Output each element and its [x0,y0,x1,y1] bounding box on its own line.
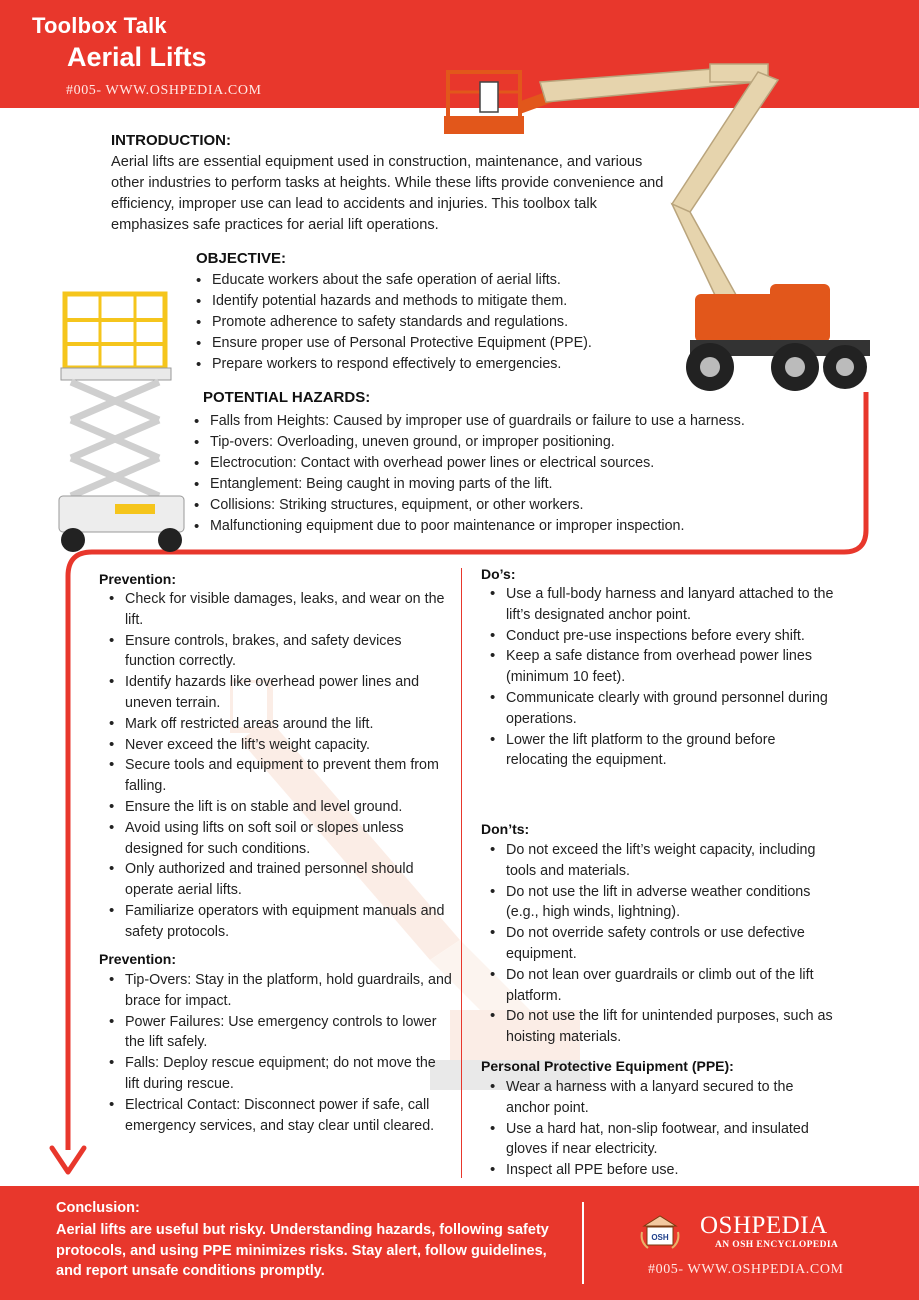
list-item: • Secure tools and equipment to prevent them from falling. [107,755,452,797]
header-site-url: #005- WWW.OSHPEDIA.COM [66,83,262,98]
header-kicker: Toolbox Talk [32,13,167,38]
list-item: • Collisions: Striking structures, equipment, or other workers. [194,495,834,516]
list-item: • Promote adherence to safety standards and regulations. [196,312,676,333]
emergency-heading: Prevention: [99,951,177,967]
conclusion-text: Aerial lifts are useful but risky. Understanding hazards, following safety protocols, and using PPE minimizes risks. Stay alert, follow guidelines, and report unsafe conditions promptly. [56,1222,549,1279]
list-item: • Keep a safe distance from overhead power lines (minimum 10 feet). [488,646,838,688]
list-item: • Electrocution: Contact with overhead power lines or electrical sources. [194,453,834,474]
list-item: • Electrical Contact: Disconnect power if safe, call emergency services, and stay clear until cleared. [107,1095,452,1137]
list-item: • Check for visible damages, leaks, and wear on the lift. [107,589,452,631]
list-item: • Prepare workers to respond effectively to emergencies. [196,354,676,375]
list-item: • Falls: Deploy rescue equipment; do not move the lift during rescue. [107,1053,452,1095]
list-item: • Avoid using lifts on soft soil or slopes unless designed for such conditions. [107,818,452,860]
list-item: • Tip-overs: Overloading, uneven ground, or improper positioning. [194,432,834,453]
list-item: • Mark off restricted areas around the lift. [107,714,452,735]
introduction-text: Aerial lifts are essential equipment used in construction, maintenance, and various other industries to perform tasks at heights. While these lifts provide convenience and efficiency, improper use can lead to accidents and injuries. This toolbox talk emphasizes safe practices for aerial lift operations. [111,154,664,233]
list-item: • Do not use the lift in adverse weather conditions (e.g., high winds, lightning). [488,882,838,924]
dos-list [488,584,838,771]
list-item: • Educate workers about the safe operation of aerial lifts. [196,270,676,291]
ppe-list [488,1077,838,1181]
list-item: • Ensure proper use of Personal Protective Equipment (PPE). [196,333,676,354]
column-divider [461,568,462,1178]
list-item: • Familiarize operators with equipment manuals and safety protocols. [107,901,452,943]
svg-text:OSH: OSH [651,1233,669,1242]
page-title: Aerial Lifts [67,42,207,72]
list-item: • Do not use the lift for unintended purposes, such as hoisting materials. [488,1006,838,1048]
scissor-lift-illustration [55,290,190,560]
brand-name: OSHPEDIA [700,1212,828,1239]
list-item: • Do not override safety controls or use defective equipment. [488,923,838,965]
list-item: • Identify hazards like overhead power lines and uneven terrain. [107,672,452,714]
dos-heading: Do’s: [481,566,516,582]
list-item: • Do not exceed the lift’s weight capacity, including tools and materials. [488,840,838,882]
prevention-list [107,589,452,943]
objective-list [196,270,676,375]
list-item: • Malfunctioning equipment due to poor maintenance or improper inspection. [194,516,834,537]
arrow-down-icon [52,1148,84,1172]
introduction-heading: INTRODUCTION: [111,132,231,149]
donts-heading: Don’ts: [481,821,530,837]
list-item: • Tip-Overs: Stay in the platform, hold guardrails, and brace for impact. [107,970,452,1012]
list-item: • Conduct pre-use inspections before every shift. [488,626,838,647]
footer-divider [582,1202,584,1284]
list-item: • Identify potential hazards and methods to mitigate them. [196,291,676,312]
list-item: • Use a hard hat, non-slip footwear, and insulated gloves if near electricity. [488,1119,838,1161]
list-item: • Never exceed the lift’s weight capacity. [107,735,452,756]
list-item: • Ensure the lift is on stable and level ground. [107,797,452,818]
list-item: • Power Failures: Use emergency controls to lower the lift safely. [107,1012,452,1054]
donts-list [488,840,838,1048]
ppe-heading: Personal Protective Equipment (PPE): [481,1058,734,1074]
list-item: • Ensure controls, brakes, and safety devices function correctly. [107,631,452,673]
list-item: • Inspect all PPE before use. [488,1160,838,1181]
list-item: • Use a full-body harness and lanyard attached to the lift’s designated anchor point. [488,584,838,626]
list-item: • Lower the lift platform to the ground before relocating the equipment. [488,730,838,772]
list-item: • Wear a harness with a lanyard secured to the anchor point. [488,1077,838,1119]
list-item: • Communicate clearly with ground personnel during operations. [488,688,838,730]
brand-tagline: AN OSH ENCYCLOPEDIA [715,1240,839,1250]
hazards-heading: POTENTIAL HAZARDS: [203,389,371,406]
emergency-list [107,970,452,1136]
list-item: • Do not lean over guardrails or climb out of the lift platform. [488,965,838,1007]
conclusion-heading: Conclusion: [56,1200,140,1216]
prevention-heading: Prevention: [99,571,177,587]
objective-heading: OBJECTIVE: [196,250,287,267]
list-item: • Falls from Heights: Caused by improper use of guardrails or failure to use a harness. [194,411,834,432]
footer-banner [0,1186,919,1300]
list-item: • Only authorized and trained personnel should operate aerial lifts. [107,859,452,901]
footer-site-url: #005- WWW.OSHPEDIA.COM [648,1262,844,1277]
hazards-list [194,411,834,537]
oshpedia-logo-icon [640,1212,680,1250]
list-item: • Entanglement: Being caught in moving parts of the lift. [194,474,834,495]
